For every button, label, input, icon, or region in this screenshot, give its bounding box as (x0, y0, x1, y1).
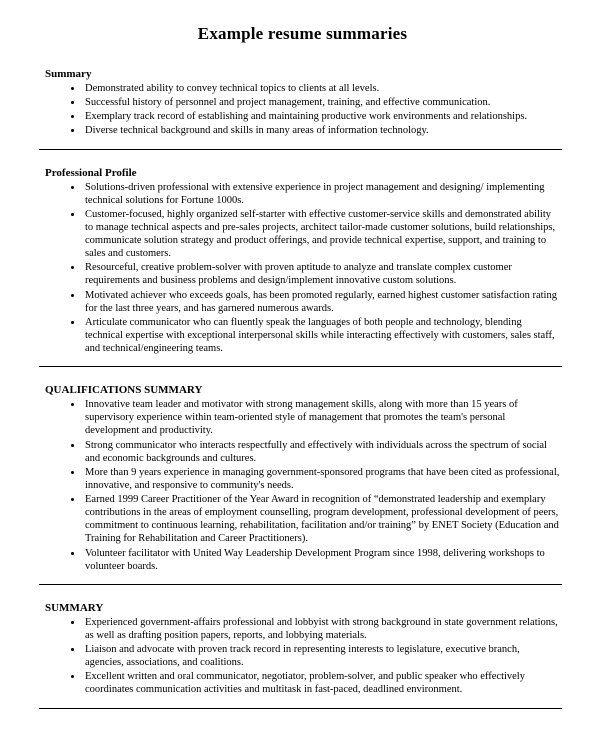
bullet-list (45, 616, 560, 697)
resume-section (45, 68, 560, 150)
bullet-item: • Resourceful, creative problem-solver with proven aptitude to analyze and translate complex customer requirements and business problems and design/implement innovative custom solutions. (83, 261, 560, 287)
sections-container (45, 68, 560, 709)
bullet-item: • Exemplary track record of establishing and maintaining productive work environments and relationships. (83, 110, 560, 123)
bullet-item: • Experienced government-affairs professional and lobbyist with strong background in state government relations, as well as drafting position papers, reports, and lobbying materials. (83, 616, 560, 642)
bullet-item: • Earned 1999 Career Practitioner of the Year Award in recognition of “demonstrated leadership and exemplary contributions in the areas of employment counselling, program development, professional development of peers, commitment to continuous learning, rehabilitation, facilitation and/or training” by ENET Society (Education and Training for Rehabilitation and Career Practitioners). (83, 493, 560, 546)
bullet-item: • Liaison and advocate with proven track record in representing interests to legislature, executive branch, agencies, associations, and coalitions. (83, 643, 560, 669)
section-heading: QUALIFICATIONS SUMMARY (45, 384, 203, 397)
section-divider (39, 708, 562, 709)
bullet-list (45, 398, 560, 573)
section-heading: SUMMARY (45, 601, 104, 614)
bullet-item: • More than 9 years experience in managing government-sponsored programs that have been cited as professional, innovative, and responsive to community's needs. (83, 466, 560, 492)
bullet-item: • Solutions-driven professional with extensive experience in project management and designing/ implementing technical solutions for Fortune 1000s. (83, 181, 560, 207)
resume-section (45, 602, 560, 709)
section-divider (39, 366, 562, 367)
bullet-item: • Articulate communicator who can fluently speak the languages of both people and technology, blending technical expertise with exceptional interpersonal skills while interacting effectively with customers, sales staff, and technical/engineering teams. (83, 316, 560, 355)
bullet-item: • Strong communicator who interacts respectfully and effectively with individuals across the spectrum of social and economic backgrounds and cultures. (83, 439, 560, 465)
bullet-item: • Excellent written and oral communicator, negotiator, problem-solver, and public speaker who effectively coordinates communication activities and multitask in fast-paced, deadlined environment. (83, 670, 560, 696)
bullet-item: • Volunteer facilitator with United Way Leadership Development Program since 1998, delivering workshops to volunteer boards. (83, 547, 560, 573)
bullet-list (45, 82, 560, 138)
section-heading: Summary (45, 68, 92, 80)
bullet-item: • Successful history of personnel and project management, training, and effective communication. (83, 96, 560, 109)
bullet-item: • Diverse technical background and skills in many areas of information technology. (83, 124, 560, 137)
section-divider (39, 584, 562, 585)
bullet-item: • Customer-focused, highly organized self-starter with effective customer-service skills and demonstrated ability to manage technical aspects and pre-sales projects, architect tailor-made customer solutions, build relationships, communicate solution strategy and product offerings, and provide technical expertise, support, and training to sales and customers. (83, 208, 560, 261)
page-title: Example resume summaries (197, 24, 408, 43)
bullet-item: • Innovative team leader and motivator with strong management skills, along with more than 15 years of supervisory experience within team-oriented style of management that promotes the team's personal development and productivity. (83, 398, 560, 437)
section-divider (39, 149, 562, 150)
bullet-item: • Motivated achiever who exceeds goals, has been promoted regularly, earned highest customer satisfaction rating for the last three years, and has garnered numerous awards. (83, 289, 560, 315)
section-heading: Professional Profile (45, 166, 137, 179)
resume-section (45, 384, 560, 585)
bullet-list (45, 181, 560, 356)
bullet-item: • Demonstrated ability to convey technical topics to clients at all levels. (83, 82, 560, 95)
resume-section (45, 167, 560, 368)
